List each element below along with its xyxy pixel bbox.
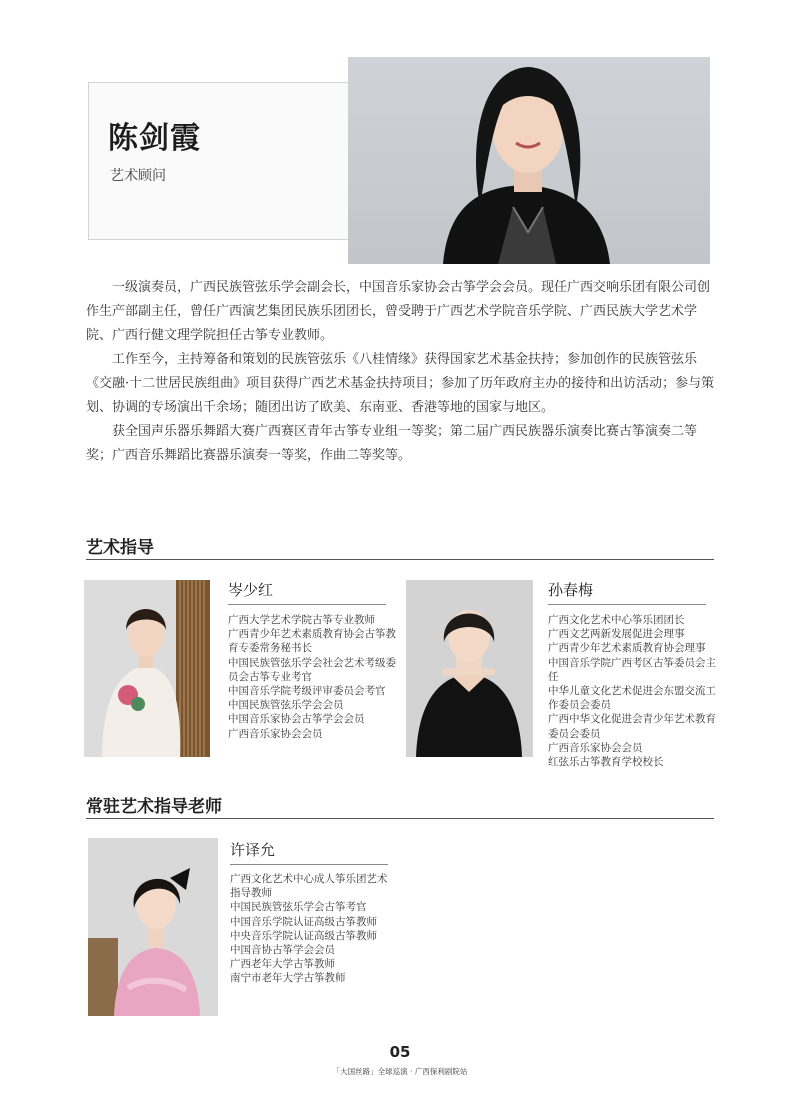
list-item: 广西青少年艺术素质教育协会古筝教育专委常务秘书长 [228,628,396,655]
list-item: 中国音协古筝学会会员 [230,944,335,957]
list-item: 中央音乐学院认证高级古筝教师 [230,929,377,942]
section-divider [86,818,714,819]
list-item: 红弦乐古筝教育学校校长 [548,756,664,769]
person-photo [406,580,533,757]
list-item: 广西文化艺术中心成人筝乐团艺术指导教师 [230,873,388,900]
section-divider [86,559,714,560]
list-item: 中国民族管弦乐学会会员 [228,699,344,712]
duties-list [228,613,398,741]
section-title-resident-teachers: 常驻艺术指导老师 [86,797,222,817]
list-item: 中国音乐学院广西考区古筝委员会主任 [548,656,716,683]
list-item: 广西中华文化促进会青少年艺术教育委员会委员 [548,713,716,740]
list-item: 中国音乐家协会古筝学会会员 [228,713,365,726]
list-item: 中国音乐学院认证高级古筝教师 [230,915,377,928]
list-item: 中华儿童文化艺术促进会东盟交流工作委员会委员 [548,685,716,712]
list-item: 南宁市老年大学古筝教师 [230,972,346,985]
duties-list [230,872,392,986]
advisor-name: 陈剑霞 [108,121,201,156]
person-name: 孙春梅 [548,581,594,599]
list-item: 广西大学艺术学院古筝专业教师 [228,614,375,626]
name-underline [548,604,706,605]
list-item: 广西音乐家协会会员 [548,741,643,754]
page-number: 05 [389,1043,411,1061]
person-name: 岑少红 [228,581,274,599]
list-item: 广西青少年艺术素质教育协会理事 [548,642,706,655]
person-name: 许译允 [230,841,276,859]
bio-paragraph: 一级演奏员，广西民族管弦乐学会副会长，中国音乐家协会古筝学会会员。现任广西交响乐团有限公司创作生产部副主任，曾任广西演艺集团民族乐团团长，曾受聘于广西艺术学院音乐学院、广西民族大学艺术学院、广西行健文理学院担任古筝专业教师。 [86,280,711,343]
list-item: 中国民族管弦乐学会古筝考官 [230,901,367,914]
bio-paragraph: 获全国声乐器乐舞蹈大赛广西赛区青年古筝专业组一等奖；第二届广西民族器乐演奏比赛古筝演奏二等奖；广西音乐舞蹈比赛器乐演奏一等奖，作曲二等奖等。 [86,424,698,463]
name-underline [228,604,386,605]
advisor-bio [86,276,718,468]
advisor-title: 艺术顾问 [110,168,166,184]
list-item: 广西文艺两新发展促进会理事 [548,628,685,641]
list-item: 中国民族管弦乐学会社会艺术考级委员会古筝专业考官 [228,656,396,683]
person-photo [88,838,218,1016]
list-item: 广西音乐家协会会员 [228,727,323,740]
list-item: 中国音乐学院考级评审委员会考官 [228,685,386,698]
bio-paragraph: 工作至今，主持筹备和策划的民族管弦乐《八桂情缘》获得国家艺术基金扶持；参加创作的民族管弦乐《交融·十二世居民族组曲》项目获得广西艺术基金扶持项目；参加了历年政府主办的接待和出访活动；参与策划、协调的专场演出千余场；随团出访了欧美、东南亚、香港等地的国家与地区。 [86,352,715,415]
person-photo [84,580,210,757]
page-footer: 「大国丝路」全球巡演 · 广西保利剧院站 [332,1067,468,1076]
list-item: 广西文化艺术中心筝乐团团长 [548,614,685,626]
name-underline [230,864,388,865]
advisor-photo [348,57,710,264]
duties-list [548,613,716,769]
list-item: 广西老年大学古筝教师 [230,958,335,971]
section-title-art-guidance: 艺术指导 [86,538,154,558]
